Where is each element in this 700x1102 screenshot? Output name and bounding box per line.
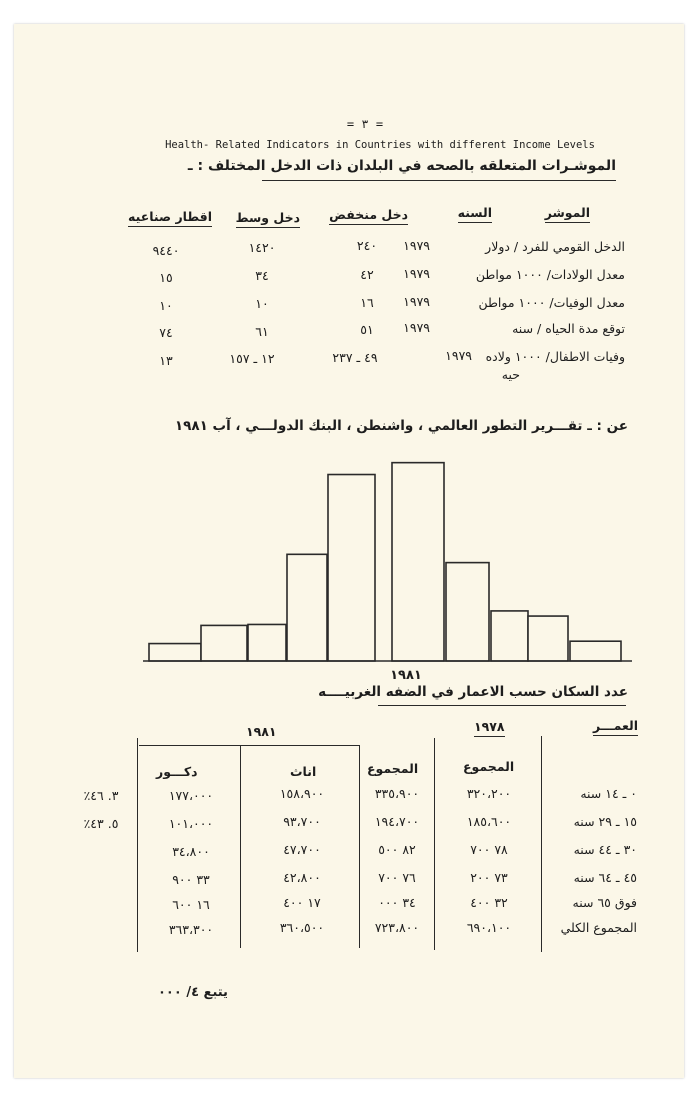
column-divider [240,746,241,948]
continuation-note: يتبع ٤/ ٠٠٠ [158,985,228,1000]
pop-cell-females: ٣٦٠،٥٠٠ [279,920,325,935]
row-middle: ٦١ [255,324,269,339]
pop-cell-age: فوق ٦٥ سنه [572,895,637,910]
row-year: ١٩٧٩ [445,348,472,363]
pop-cell-males: ١٧٧،٠٠٠ [168,788,214,803]
pop-cell-total-1978: ٧٨ ٧٠٠ [470,842,508,857]
row-year: ١٩٧٩ [403,266,430,281]
header-year: السنه [458,205,492,223]
pop-cell-total-1978: ٣٢٠،٢٠٠ [466,786,512,801]
row-indicator: الدخل القومي للفرد / دولار [485,239,625,254]
pop-cell-pct: ٥. ٤٣٪ [83,816,119,831]
pop-cell-pct: ٣. ٤٦٪ [83,788,119,803]
pop-cell-males: ٣٣ ٩٠٠ [172,872,210,887]
row-indicator: معدل الوفيات/ ١٠٠٠ مواطن [478,295,625,310]
row-indicator: معدل الولادات/ ١٠٠٠ مواطن [475,267,625,282]
row-middle: ٣٤ [255,268,269,283]
pop-cell-total-1978: ٧٣ ٢٠٠ [470,870,508,885]
pop-cell-total-1981: ٣٣٥،٩٠٠ [374,786,420,801]
row-middle: ١٠ [255,296,269,311]
page-number: = ٣ = [346,117,384,131]
pop-cell-total-1978: ١٨٥،٦٠٠ [466,814,512,829]
header-age: العمـــر [593,718,638,736]
chart-title: عدد السكان حسب الاعمار في الضفه الغربيــــه [318,684,628,700]
pop-cell-total-1981: ٧٦ ٧٠٠ [378,870,416,885]
pop-cell-age: ٠ ـ ١٤ سنه [580,786,637,801]
row-low: ٤٩ ـ ٢٣٧ [332,350,378,365]
row-low: ٢٤٠ [356,238,378,253]
chart-bar [328,475,375,661]
row-low: ٥١ [360,322,374,337]
chart-bar [528,616,568,661]
pop-cell-males: ١٠١،٠٠٠ [168,816,214,831]
pop-cell-total-1981: ١٩٤،٧٠٠ [374,814,420,829]
row-indicator: توقع مدة الحياه / سنه [512,321,625,336]
pop-cell-females: ١٥٨،٩٠٠ [279,786,325,801]
row-industrial: ٩٤٤٠ [152,243,180,258]
pop-cell-females: ٩٣،٧٠٠ [283,814,321,829]
chart-bar [201,625,247,661]
header-low-income: دخل منخفض [329,207,408,225]
column-divider [541,736,542,952]
pop-cell-age: ٤٥ ـ ٦٤ سنه [573,870,637,885]
pop-cell-males: ٣٤،٨٠٠ [172,844,210,859]
row-year: ١٩٧٩ [403,294,430,309]
row-indicator-continued: حيه [501,367,520,382]
chart-bar [149,644,201,661]
pop-cell-total-1981: ٨٢ ٥٠٠ [378,842,416,857]
chart-bar [392,463,444,661]
header-total-1981: المجموع [367,761,419,776]
pop-cell-males: ٣٦٣،٣٠٠ [168,922,214,937]
pop-cell-females: ٤٢،٨٠٠ [283,870,321,885]
row-low: ١٦ [360,295,374,310]
source-citation: عن : ـ تقـــرير التطور العالمي ، واشنطن ، البنك الدولـــي ، آب ١٩٨١ [174,418,628,434]
pop-cell-age: ١٥ ـ ٢٩ سنه [573,814,637,829]
header-indicator: الموشر [545,205,590,223]
pop-cell-males: ١٦ ٦٠٠ [172,897,210,912]
header-total-1978: المجموع [463,759,515,774]
pop-cell-total-1981: ٧٢٣،٨٠٠ [374,920,420,935]
row-middle: ١٤٢٠ [248,240,276,255]
pop-cell-females: ١٧ ٤٠٠ [283,895,321,910]
pop-cell-age: المجموع الكلي [560,920,637,935]
pop-cell-total-1978: ٣٢ ٤٠٠ [470,895,508,910]
row-low: ٤٢ [360,267,374,282]
chart-bar [446,563,489,661]
row-industrial: ١٣ [159,353,173,368]
chart-title-underline [378,705,626,706]
row-year: ١٩٧٩ [403,238,430,253]
row-industrial: ٧٤ [159,325,173,340]
row-industrial: ١٥ [159,270,173,285]
header-year-1981: ١٩٨١ [246,724,277,739]
pop-cell-total-1981: ٣٤ ٠٠٠ [378,895,416,910]
header-females: اناث [290,764,317,779]
title-underline [262,180,616,181]
english-title: Health- Related Indicators in Countries with different Income Levels [165,139,595,151]
chart-bar [570,641,621,661]
row-year: ١٩٧٩ [403,320,430,335]
pop-cell-females: ٤٧،٧٠٠ [283,842,321,857]
header-males: دكـــور [156,764,198,779]
pop-cell-age: ٣٠ ـ ٤٤ سنه [573,842,637,857]
header-middle-income: دخل وسط [236,210,300,228]
header-year-1978: ١٩٧٨ [474,719,505,737]
arabic-title: الموشـرات المتعلقه بالصحه في البلدان ذات الدخل المختلف : ـ [187,158,616,174]
chart-bar [248,624,286,661]
chart-bar [491,611,528,661]
pop-cell-total-1978: ٦٩٠،١٠٠ [466,920,512,935]
column-divider [137,738,138,952]
header-industrial: اقطار صناعيه [128,209,212,227]
row-middle: ١٢ ـ ١٥٧ [229,351,275,366]
row-industrial: ١٠ [159,298,173,313]
row-indicator: وفيات الاطفال/ ١٠٠٠ ولاده [485,349,625,364]
year-span-rule [139,745,359,746]
age-population-chart [140,440,640,670]
chart-bar [287,554,327,661]
chart-x-label: ١٩٨١ [390,668,422,683]
